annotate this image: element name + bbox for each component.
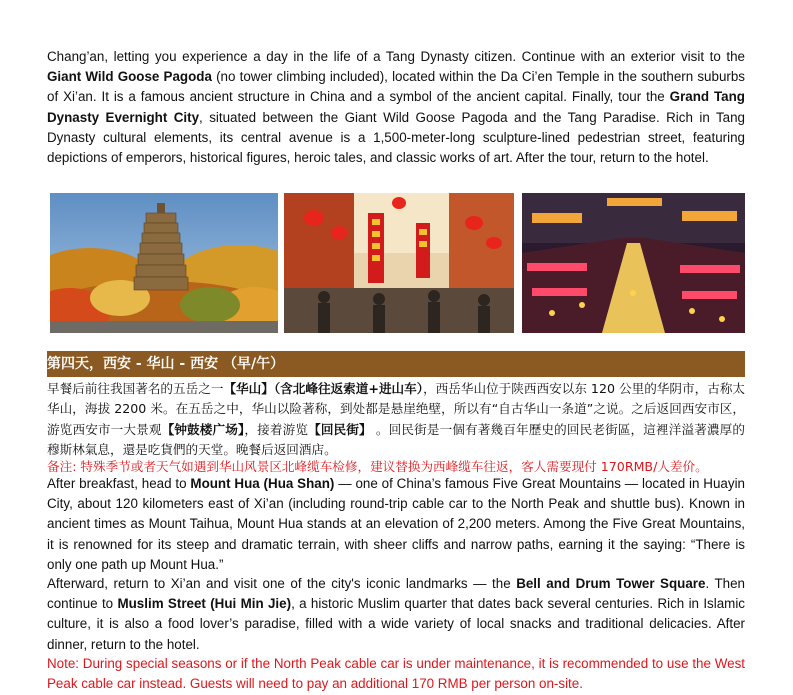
cn-muslim-street-highlight: 【回民街】 bbox=[308, 421, 372, 437]
intro-text-3: , situated between the Giant Wild Goose Pagoda and the Tang Paradise. Rich in Tang Dynasty cultural elements, its central avenue is a 1,500-meter-long sculpture-lined pedestrian street, featuring depictions of emperors, historical figures, heroic tales, and classic works of art. After the tour, return to the hotel. bbox=[47, 109, 745, 166]
cn-note: 备注: 特殊季节或者天气如遇到华山风景区北峰缆车检修，建议替换为西峰缆车往返，客人需要现付 170RMB/人差价。 bbox=[47, 459, 708, 474]
day4-english-description bbox=[47, 474, 745, 575]
en-mount-hua-highlight: Mount Hua (Hua Shan) bbox=[190, 476, 335, 491]
cn-bell-drum-tower-highlight: 【钟鼓楼广场】 bbox=[161, 421, 245, 437]
cn-text-2: ，西岳华山位于陕西西安以东 120 公里的华阴市，古称太华山，海拔 2200 米。在五岳之中，华山以险著称，到处都是悬崖绝壁，所以有“自古华山一条道”之说。之后返回西安市区，游览西安市一大景观 bbox=[47, 381, 746, 437]
en2-text-1: Afterward, return to Xi’an and visit one of the city's iconic landmarks — the bbox=[47, 576, 517, 591]
evernight-city-highlight: Grand Tang Dynasty Evernight City bbox=[47, 89, 745, 125]
day4-header: 第四天，西安 - 华山 - 西安 （早/午） bbox=[47, 351, 745, 377]
en-muslim-street-highlight: Muslim Street (Hui Min Jie) bbox=[117, 596, 292, 612]
day4-chinese-description bbox=[47, 379, 745, 460]
evernight-city-photo bbox=[522, 193, 745, 333]
en-text-1: After breakfast, head to bbox=[47, 476, 191, 491]
cn-text-4: 。回民街是一個有著幾百年歷史的回民老街區，這裡洋溢著濃厚的穆斯林氣息，還是吃貨們的天堂。晚餐后返回酒店。 bbox=[47, 421, 746, 457]
en2-text-2: . Then continue to bbox=[47, 576, 745, 612]
en-text-2: — one of China’s famous Five Great Mountains — located in Huayin City, about 120 kilometers east of Xi’an (including round-trip cable car to the North Peak and shuttle bus). Known in ancient times as Mount Taihua, Mount Hua stands at an elevation of 2,200 meters. Among the Five Great Mountains, it is renowned for its steep and dramatic terrain, with sheer cliffs and narrow paths, earning it the saying: “There is only one path up Mount Hua.” bbox=[47, 476, 745, 572]
en-note: Note: During special seasons or if the North Peak cable car is under maintenance, it is recommended to use the West Peak cable car instead. Guests will need to pay an additional 170 RMB per person on-site. bbox=[47, 656, 745, 692]
cn-mount-hua-highlight: 【华山】（含北峰往返索道+进山车） bbox=[223, 381, 424, 396]
intro-text-2: (no tower climbing included), located within the Da Ci’en Temple in the southern suburbs of Xi’an. It is a famous ancient structure in China and a symbol of the ancient capital. Finally, tour the bbox=[47, 69, 745, 105]
photo-strip bbox=[50, 193, 745, 333]
cn-text-1: 早餐后前往我国著名的五岳之一 bbox=[47, 381, 224, 396]
giant-wild-goose-pagoda-photo bbox=[50, 193, 278, 333]
en2-text-3: , a historic Muslim quarter that dates back several centuries. Rich in Islamic culture, it is also a food lover’s paradise, filled with a wide variety of local snacks and traditional delicacies. After dinner, return to the hotel. bbox=[47, 596, 745, 652]
giant-wild-goose-pagoda-highlight: Giant Wild Goose Pagoda bbox=[47, 69, 212, 85]
day3-description bbox=[47, 47, 745, 168]
en-bell-drum-tower-highlight: Bell and Drum Tower Square bbox=[516, 576, 706, 591]
day4-english-afternoon bbox=[47, 574, 745, 655]
intro-text-1: Chang’an, letting you experience a day in the life of a Tang Dynasty citizen. Continue with an exterior visit to the bbox=[47, 49, 745, 64]
muslim-street-photo bbox=[284, 193, 514, 333]
cn-text-3: ，接着游览 bbox=[244, 421, 309, 437]
